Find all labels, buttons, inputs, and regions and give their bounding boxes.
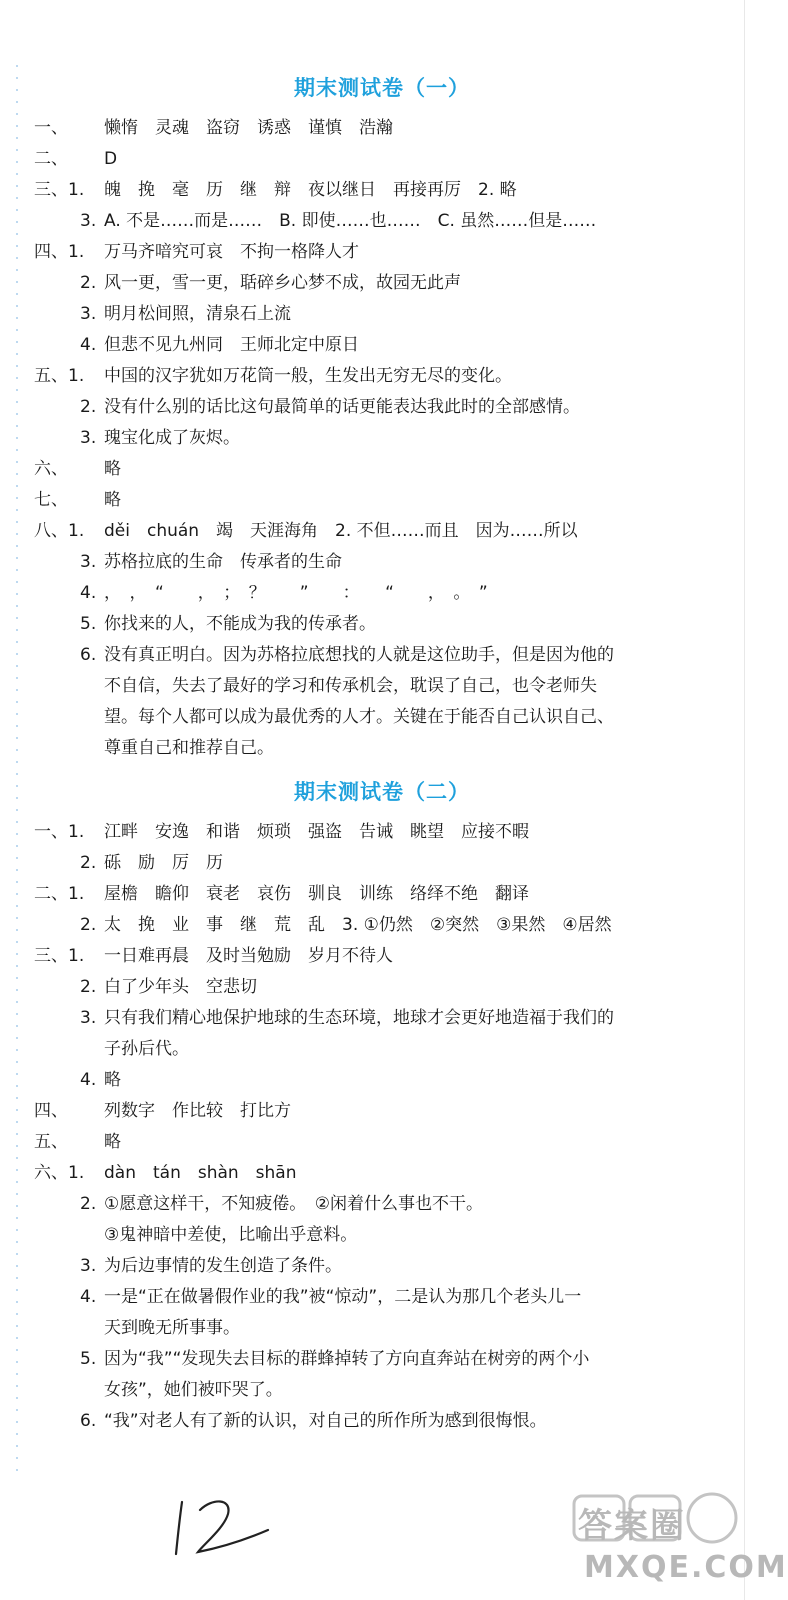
- answer-line: [0, 1250, 740, 1282]
- answer-label: 2.: [80, 853, 97, 873]
- answer-line: [0, 1312, 740, 1344]
- answer-line: [0, 422, 740, 454]
- answer-line: [0, 112, 740, 144]
- answer-line: [0, 391, 740, 423]
- answer-text: 没有真正明白。因为苏格拉底想找的人就是这位助手，但是因为他的: [104, 645, 614, 665]
- answer-text: 懒惰 灵魂 盗窃 诱惑 谨慎 浩瀚: [104, 118, 393, 138]
- answer-line: [0, 878, 740, 910]
- answer-text: 不自信，失去了最好的学习和传承机会，耽误了自己，也令老师失: [104, 676, 597, 696]
- answer-label: 一、: [34, 118, 68, 138]
- answer-text: 略: [104, 459, 121, 479]
- answer-line: [0, 1157, 740, 1189]
- answer-line: [0, 143, 740, 175]
- answer-line: [0, 816, 740, 848]
- answer-line: [0, 1126, 740, 1158]
- section-title: 期末测试卷（二）: [294, 780, 470, 804]
- answer-label: 4.: [80, 1287, 97, 1307]
- answer-line: [0, 1095, 740, 1127]
- section-title: 期末测试卷（一）: [294, 76, 470, 100]
- answer-label: 2.: [80, 915, 97, 935]
- answer-line: [0, 608, 740, 640]
- answer-text: 苏格拉底的生命 传承者的生命: [104, 552, 342, 572]
- answer-label: 4.: [80, 1070, 97, 1090]
- answer-label: 七、: [34, 490, 68, 510]
- answer-label: 五、1.: [34, 366, 85, 386]
- answer-line: [0, 1405, 740, 1437]
- answer-label: 6.: [80, 645, 97, 665]
- answer-text: 只有我们精心地保护地球的生态环境，地球才会更好地造福于我们的: [104, 1008, 614, 1028]
- answer-line: [0, 205, 740, 237]
- answer-text: 明月松间照，清泉石上流: [104, 304, 291, 324]
- answer-line: [0, 940, 740, 972]
- answer-label: 3.: [80, 211, 97, 231]
- answer-text: 天到晚无所事事。: [104, 1318, 240, 1338]
- answer-text: 瑰宝化成了灰烬。: [104, 428, 240, 448]
- answer-text: A. 不是……而是…… B. 即使……也…… C. 虽然……但是……: [104, 211, 597, 231]
- answer-line: [0, 360, 740, 392]
- answer-text: ， ， “ ， ； ？ ” ： “ ， 。 ”: [104, 583, 488, 603]
- answer-text: 太 挽 业 事 继 荒 乱 3. ①仍然 ②突然 ③果然 ④居然: [104, 915, 612, 935]
- answer-text: 尊重自己和推荐自己。: [104, 738, 274, 758]
- answer-text: ③鬼神暗中差使，比喻出乎意料。: [104, 1225, 358, 1245]
- answer-text: 没有什么别的话比这句最简单的话更能表达我此时的全部感情。: [104, 397, 580, 417]
- answer-text: 中国的汉字犹如万花筒一般，生发出无穷无尽的变化。: [104, 366, 512, 386]
- answer-label: 6.: [80, 1411, 97, 1431]
- answer-text: 一是“正在做暑假作业的我”被“惊动”，二是认为那几个老头儿一: [104, 1287, 582, 1307]
- answer-text: ①愿意这样干，不知疲倦。 ②闲着什么事也不干。: [104, 1194, 483, 1214]
- answer-line: [0, 670, 740, 702]
- answer-line: [0, 236, 740, 268]
- answer-text: 为后边事情的发生创造了条件。: [104, 1256, 342, 1276]
- answer-line: [0, 484, 740, 516]
- answer-line: [0, 1219, 740, 1251]
- answer-line: [0, 639, 740, 671]
- answer-label: 3.: [80, 304, 97, 324]
- answer-label: 八、1.: [34, 521, 85, 541]
- answer-text: 白了少年头 空悲切: [104, 977, 257, 997]
- answer-line: [0, 515, 740, 547]
- answer-label: 3.: [80, 1008, 97, 1028]
- answer-text: dàn tán shàn shān: [104, 1163, 297, 1183]
- answer-line: [0, 847, 740, 879]
- answer-text: 一日难再晨 及时当勉励 岁月不待人: [104, 946, 393, 966]
- answer-line: [0, 1033, 740, 1065]
- answer-label: 3.: [80, 552, 97, 572]
- answer-label: 四、: [34, 1101, 68, 1121]
- answer-line: [0, 701, 740, 733]
- answer-line: [0, 1343, 740, 1375]
- answer-line: [0, 1374, 740, 1406]
- answer-text: 列数字 作比较 打比方: [104, 1101, 291, 1121]
- answer-line: [0, 329, 740, 361]
- answer-label: 2.: [80, 1194, 97, 1214]
- answer-text: 魄 挽 毫 历 继 辩 夜以继日 再接再厉 2. 略: [104, 180, 517, 200]
- answer-line: [0, 909, 740, 941]
- answer-text: 子孙后代。: [104, 1039, 189, 1059]
- answer-text: 万马齐喑究可哀 不拘一格降人才: [104, 242, 359, 262]
- answer-line: [0, 1002, 740, 1034]
- answer-line: [0, 1064, 740, 1096]
- answer-text: 女孩”，她们被吓哭了。: [104, 1380, 283, 1400]
- watermark-top: 答案圈: [578, 1506, 686, 1546]
- answer-label: 4.: [80, 335, 97, 355]
- answer-line: [0, 174, 740, 206]
- answer-text: 砾 励 厉 历: [104, 853, 223, 873]
- answer-line: [0, 1281, 740, 1313]
- answer-label: 5.: [80, 1349, 97, 1369]
- answer-label: 5.: [80, 614, 97, 634]
- handwritten-page-number: [168, 1488, 288, 1558]
- answer-label: 3.: [80, 428, 97, 448]
- answer-label: 4.: [80, 583, 97, 603]
- answer-label: 六、: [34, 459, 68, 479]
- answer-text: 你找来的人，不能成为我的传承者。: [104, 614, 376, 634]
- answer-label: 3.: [80, 1256, 97, 1276]
- answer-label: 2.: [80, 273, 97, 293]
- answer-line: [0, 546, 740, 578]
- answer-label: 三、1.: [34, 180, 85, 200]
- answer-text: 因为“我”“发现失去目标的群蜂掉转了方向直奔站在树旁的两个小: [104, 1349, 590, 1369]
- answer-label: 三、1.: [34, 946, 85, 966]
- answer-text: “我”对老人有了新的认识，对自己的所作所为感到很悔恨。: [104, 1411, 547, 1431]
- answer-label: 一、1.: [34, 822, 85, 842]
- answer-text: 江畔 安逸 和谐 烦琐 强盗 告诫 眺望 应接不暇: [104, 822, 529, 842]
- answer-label: 六、1.: [34, 1163, 85, 1183]
- answer-line: [0, 1188, 740, 1220]
- answer-text: 略: [104, 490, 121, 510]
- answer-line: [0, 453, 740, 485]
- answer-label: 2.: [80, 977, 97, 997]
- watermark-bottom: MXQE.COM: [584, 1550, 788, 1585]
- answer-text: 望。每个人都可以成为最优秀的人才。关键在于能否自己认识自己、: [104, 707, 614, 727]
- answer-label: 五、: [34, 1132, 68, 1152]
- answer-line: [0, 732, 740, 764]
- answer-text: 屋檐 瞻仰 衰老 哀伤 驯良 训练 络绎不绝 翻译: [104, 884, 529, 904]
- answer-text: 略: [104, 1070, 121, 1090]
- answer-label: 二、1.: [34, 884, 85, 904]
- answer-line: [0, 577, 740, 609]
- answer-text: D: [104, 149, 118, 169]
- answer-text: děi chuán 竭 天涯海角 2. 不但……而且 因为……所以: [104, 521, 578, 541]
- answer-label: 二、: [34, 149, 68, 169]
- answer-text: 略: [104, 1132, 121, 1152]
- answer-line: [0, 267, 740, 299]
- answer-text: 但悲不见九州同 王师北定中原日: [104, 335, 359, 355]
- answer-text: 风一更，雪一更，聒碎乡心梦不成，故园无此声: [104, 273, 461, 293]
- answer-line: [0, 971, 740, 1003]
- answer-label: 四、1.: [34, 242, 85, 262]
- answer-line: [0, 298, 740, 330]
- answer-label: 2.: [80, 397, 97, 417]
- watermark-logo: [570, 1490, 788, 1594]
